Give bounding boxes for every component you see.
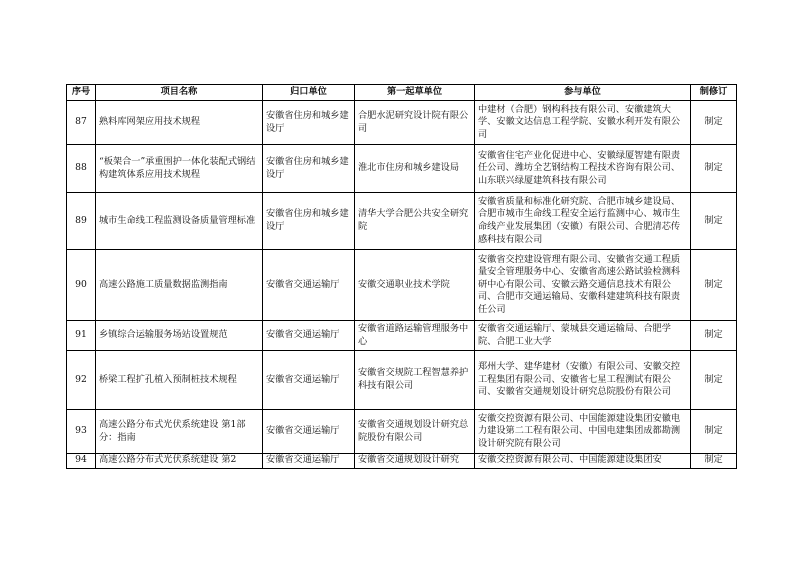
cell-revision-type: 制定 (691, 145, 737, 193)
cell-participants: 安徽交控资源有限公司、中国能源建设集团安 (475, 454, 691, 469)
cell-project-name: 高速公路分布式光伏系统建设 第1部分：指南 (96, 410, 263, 454)
header-revision-type: 制修订 (691, 85, 737, 101)
cell-seq: 87 (67, 101, 96, 145)
table-row (67, 454, 737, 469)
table-row (67, 250, 737, 321)
cell-first-drafter: 清华大学合肥公共安全研究院 (355, 193, 475, 250)
cell-participants: 安徽省住宅产业化促进中心、安徽绿厦智建有限责任公司、潍坊全艺钢结构工程技术咨询有限公司、山东联兴绿厦建筑科技有限公司 (475, 145, 691, 193)
cell-first-drafter: 安徽省交通规划设计研究总院股份有限公司 (355, 410, 475, 454)
cell-participants: 安徽省交通运输厅、蒙城县交通运输局、合肥学院、合肥工业大学 (475, 321, 691, 351)
cell-first-drafter: 淮北市住房和城乡建设局 (355, 145, 475, 193)
table-row (67, 351, 737, 410)
cell-seq: 93 (67, 410, 96, 454)
cell-seq: 94 (67, 454, 96, 469)
cell-first-drafter: 安徽省交通规划设计研究 (355, 454, 475, 469)
standards-table (66, 84, 737, 469)
table-row (67, 145, 737, 193)
cell-participants: 中建材（合肥）钢构科技有限公司、安徽建筑大学、安徽文达信息工程学院、安徽水利开发有限公司 (475, 101, 691, 145)
cell-project-name: 桥梁工程扩孔植入预制桩技术规程 (96, 351, 263, 410)
cell-project-name: “板架合一”承重围护一体化装配式钢结构建筑体系应用技术规程 (96, 145, 263, 193)
cell-seq: 91 (67, 321, 96, 351)
cell-participants: 郑州大学、建华建材（安徽）有限公司、安徽交控工程集团有限公司、安徽省七星工程测试有限公司、安徽省交通规划设计研究总院股份有限公司 (475, 351, 691, 410)
header-seq: 序号 (67, 85, 96, 101)
cell-seq: 89 (67, 193, 96, 250)
cell-seq: 88 (67, 145, 96, 193)
cell-project-name: 乡镇综合运输服务场站设置规范 (96, 321, 263, 351)
cell-responsible-unit: 安徽省交通运输厅 (263, 321, 355, 351)
cell-revision-type: 制定 (691, 193, 737, 250)
cell-project-name: 高速公路分布式光伏系统建设 第2 (96, 454, 263, 469)
cell-first-drafter: 合肥水泥研究设计院有限公司 (355, 101, 475, 145)
header-project-name: 项目名称 (96, 85, 263, 101)
cell-project-name: 高速公路施工质量数据监测指南 (96, 250, 263, 321)
cell-revision-type: 制定 (691, 351, 737, 410)
cell-first-drafter: 安徽省交规院工程智慧养护科技有限公司 (355, 351, 475, 410)
table-row (67, 193, 737, 250)
table-row (67, 101, 737, 145)
cell-responsible-unit: 安徽省住房和城乡建设厅 (263, 145, 355, 193)
header-row (67, 85, 737, 101)
table-row (67, 410, 737, 454)
cell-first-drafter: 安徽省道路运输管理服务中心 (355, 321, 475, 351)
cell-responsible-unit: 安徽省住房和城乡建设厅 (263, 193, 355, 250)
cell-project-name: 熟料库网架应用技术规程 (96, 101, 263, 145)
cell-responsible-unit: 安徽省交通运输厅 (263, 454, 355, 469)
cell-seq: 92 (67, 351, 96, 410)
cell-responsible-unit: 安徽省交通运输厅 (263, 351, 355, 410)
cell-revision-type: 制定 (691, 101, 737, 145)
cell-revision-type: 制定 (691, 454, 737, 469)
header-first-drafter: 第一起草单位 (355, 85, 475, 101)
header-participants: 参与单位 (475, 85, 691, 101)
cell-revision-type: 制定 (691, 250, 737, 321)
cell-project-name: 城市生命线工程监测设备质量管理标准 (96, 193, 263, 250)
cell-responsible-unit: 安徽省交通运输厅 (263, 410, 355, 454)
cell-participants: 安徽省质量和标准化研究院、合肥市城乡建设局、合肥市城市生命线工程安全运行监测中心、城市生命线产业发展集团（安徽）有限公司、合肥清芯传感科技有限公司 (475, 193, 691, 250)
cell-revision-type: 制定 (691, 321, 737, 351)
cell-participants: 安徽交控资源有限公司、中国能源建设集团安徽电力建设第二工程有限公司、中国电建集团成都勘测设计研究院有限公司 (475, 410, 691, 454)
cell-first-drafter: 安徽交通职业技术学院 (355, 250, 475, 321)
cell-revision-type: 制定 (691, 410, 737, 454)
cell-responsible-unit: 安徽省交通运输厅 (263, 250, 355, 321)
cell-seq: 90 (67, 250, 96, 321)
cell-participants: 安徽省交控建设管理有限公司、安徽省交通工程质量安全管理服务中心、安徽省高速公路试验检测科研中心有限公司、安徽云路交通信息技术有限公司、合肥市交通运输局、安徽科建建筑科技有限责任公司 (475, 250, 691, 321)
header-responsible-unit: 归口单位 (263, 85, 355, 101)
cell-responsible-unit: 安徽省住房和城乡建设厅 (263, 101, 355, 145)
table-row (67, 321, 737, 351)
